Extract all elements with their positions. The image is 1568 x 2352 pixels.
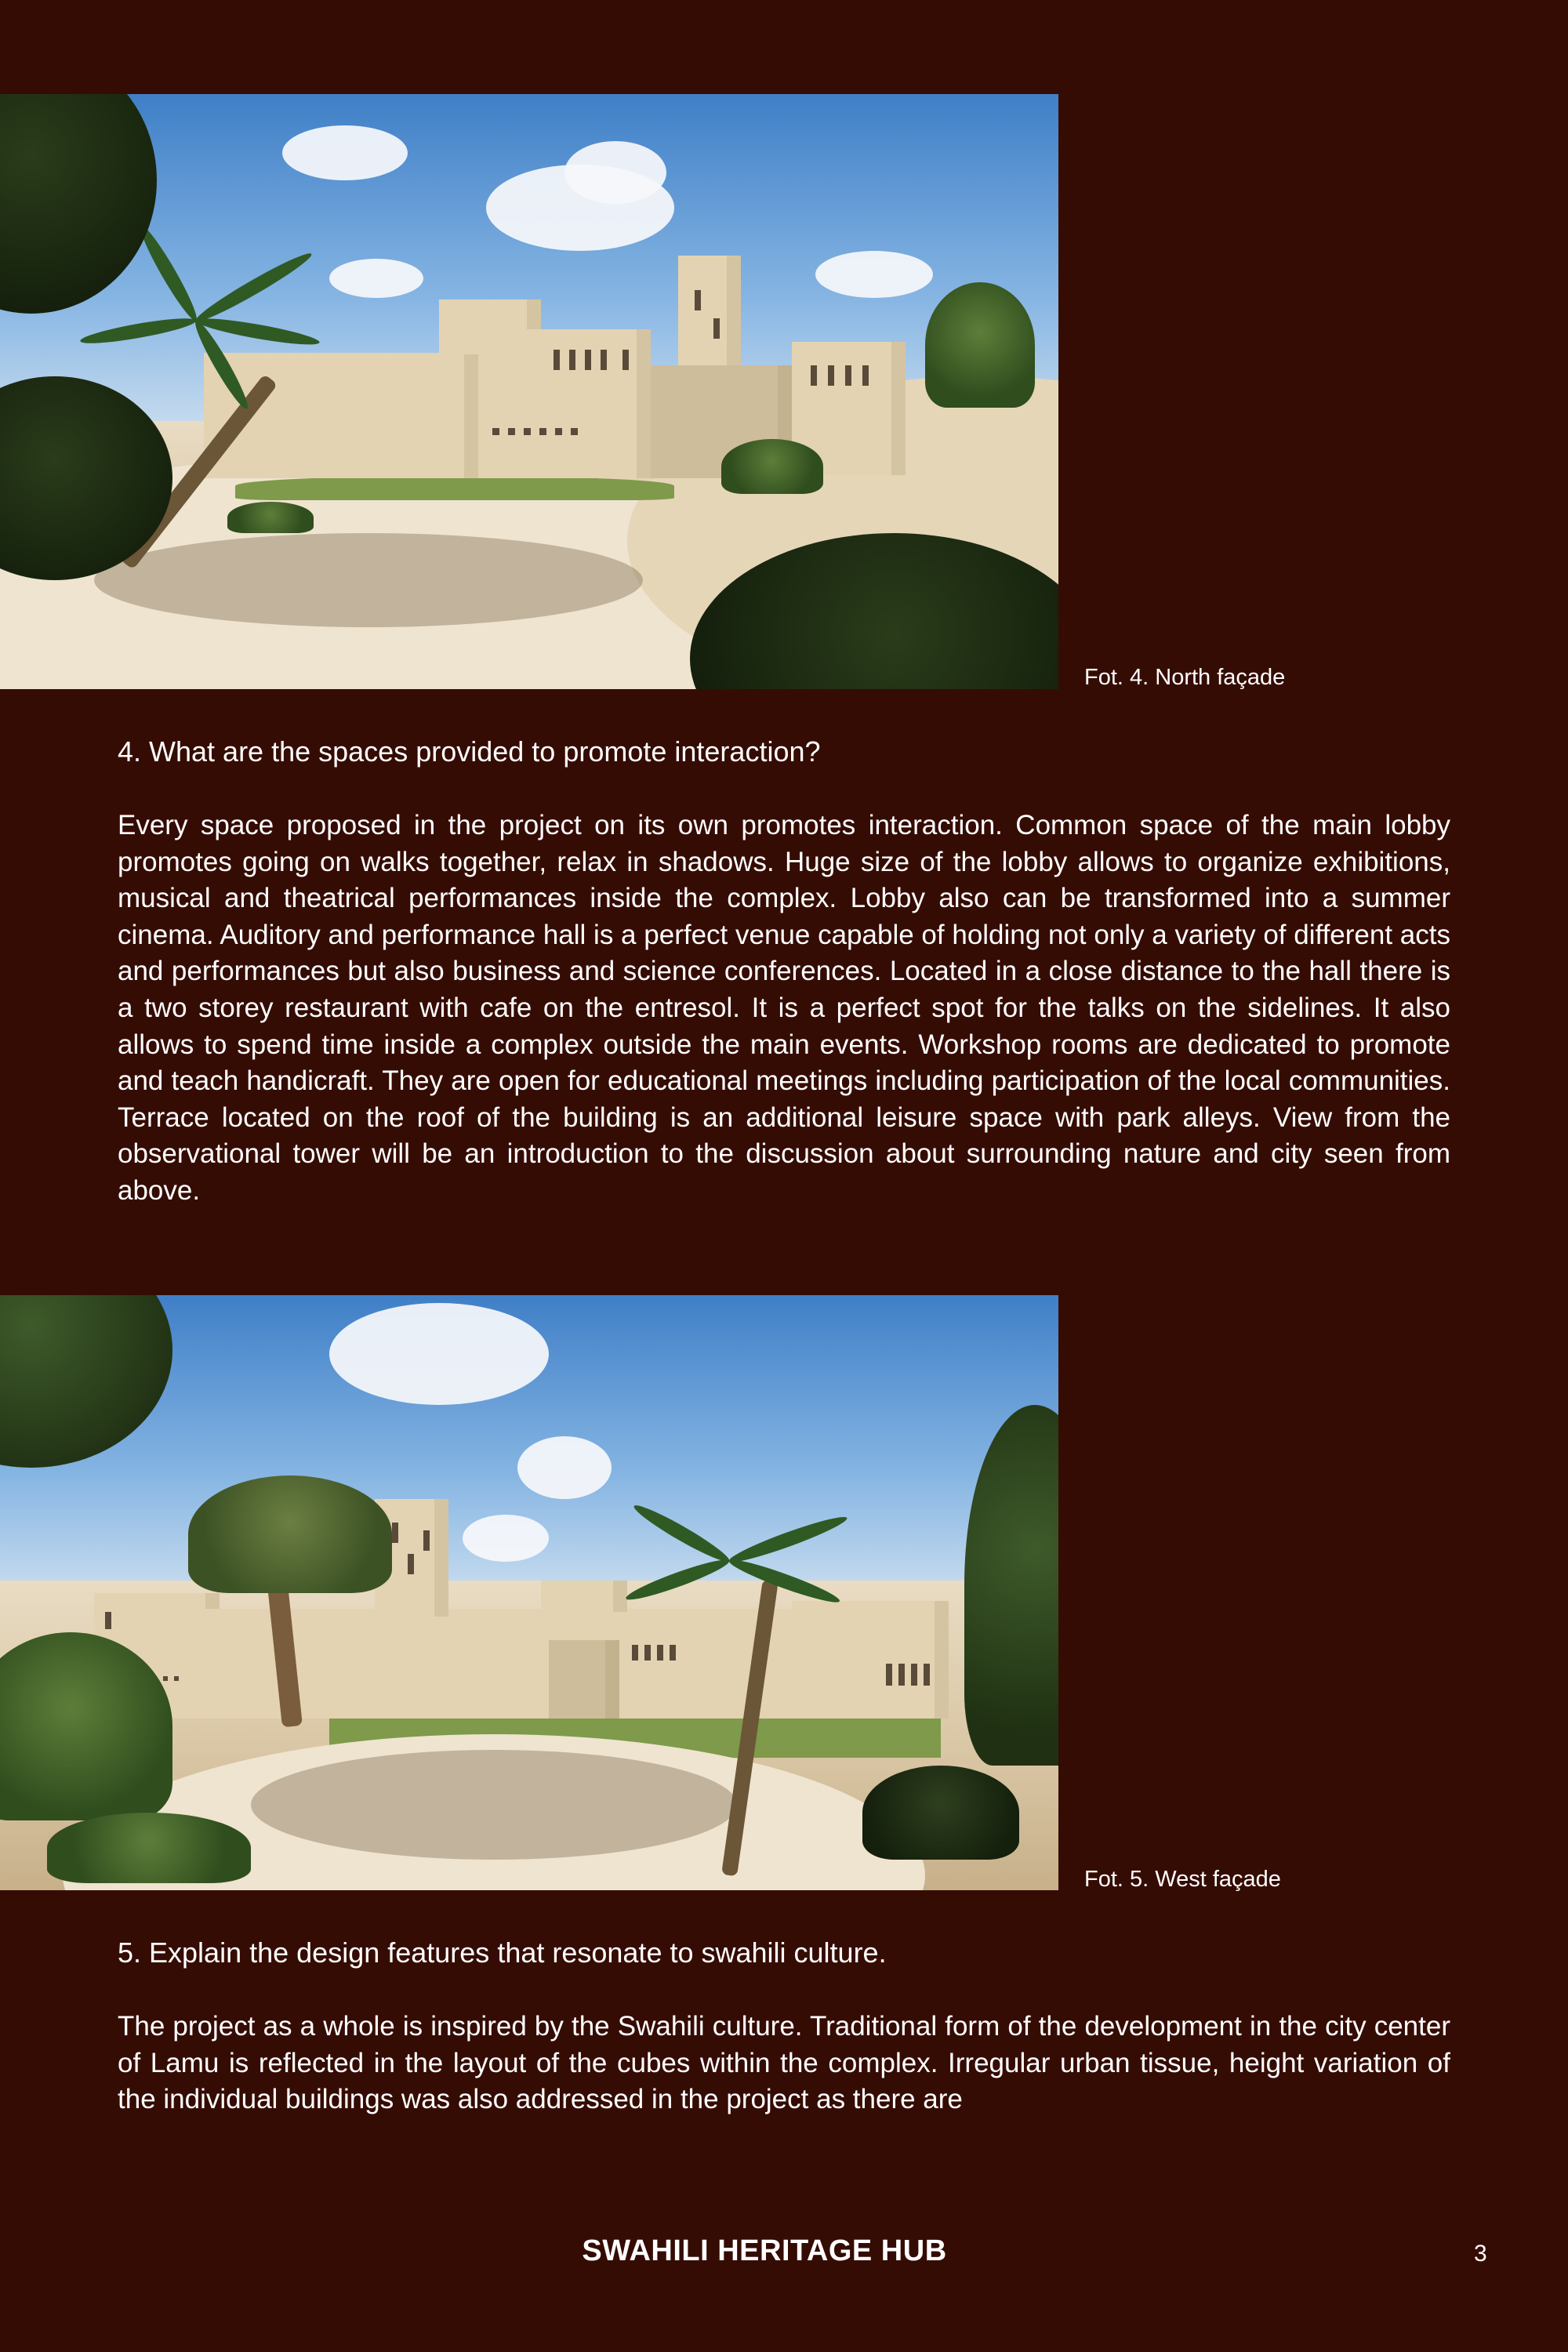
window <box>105 1612 111 1629</box>
tree-canopy <box>188 1475 392 1593</box>
building-block <box>549 1640 619 1719</box>
window <box>492 428 499 435</box>
cloud <box>564 141 666 204</box>
window <box>695 290 701 310</box>
figure-caption: Fot. 5. West façade <box>1084 1867 1281 1892</box>
window <box>644 1645 651 1661</box>
window <box>713 318 720 339</box>
page-number: 3 <box>1474 2241 1487 2267</box>
dune-shadow <box>251 1750 737 1860</box>
footer-title: SWAHILI HERITAGE HUB <box>582 2234 947 2267</box>
shrub <box>47 1813 251 1883</box>
window <box>811 365 817 386</box>
cloud <box>329 1303 549 1405</box>
dune-shadow <box>94 533 643 627</box>
window <box>911 1664 917 1686</box>
window <box>408 1554 414 1574</box>
window <box>508 428 515 435</box>
section-heading: 4. What are the spaces provided to promote interaction? <box>118 735 821 768</box>
window <box>571 428 578 435</box>
window <box>622 350 629 370</box>
west-facade-render <box>0 1295 1058 1890</box>
window <box>585 350 591 370</box>
window <box>163 1676 168 1681</box>
window <box>554 350 560 370</box>
window <box>886 1664 892 1686</box>
section-heading: 5. Explain the design features that resonate to swahili culture. <box>118 1936 887 1969</box>
building-block <box>792 1601 949 1719</box>
window <box>632 1645 638 1661</box>
window <box>862 365 869 386</box>
section-body: The project as a whole is inspired by the Swahili culture. Traditional form of the development in the city center of Lamu is reflected in the layout of the cubes within the complex. Irregular urban tissue, height variation of the individual buildings was also addressed in the project as there are <box>118 2011 1450 2115</box>
shrub <box>862 1766 1019 1860</box>
window <box>555 428 562 435</box>
window <box>924 1664 930 1686</box>
building-block <box>541 1581 627 1612</box>
window <box>524 428 531 435</box>
lawn <box>235 477 674 500</box>
section-body: Every space proposed in the project on its own promotes interaction. Common space of the main lobby promotes going on walks together, relax in shadows. Huge size of the lobby allows to organize exhibitions, musical and theatrical performances inside the complex. Lobby also can be transformed into a summer cinema. Auditory and performance hall is a perfect venue capable of holding not only a variety of different acts and performances but also business and science conferences. Located in a close distance to the hall there is a two storey restaurant with cafe on the entresol. It is a perfect spot for the talks on the sidelines. It also allows to spend time inside a complex outside the main events. Workshop rooms are dedicated to promote and teach handicraft. They are open for educational meetings including participation of the local communities. Terrace located on the roof of the building is an additional leisure space with park alleys. View from the observational tower will be an introduction to the discussion about surrounding nature and city seen from above. <box>118 810 1450 1206</box>
window <box>569 350 575 370</box>
shrub <box>721 439 823 494</box>
window <box>657 1645 663 1661</box>
palm-bush <box>925 282 1035 408</box>
window <box>174 1676 179 1681</box>
window <box>423 1530 430 1551</box>
cloud <box>463 1515 549 1562</box>
window <box>670 1645 676 1661</box>
figure-caption: Fot. 4. North façade <box>1084 665 1286 690</box>
window <box>845 365 851 386</box>
shrub <box>227 502 314 533</box>
window <box>828 365 834 386</box>
north-facade-render <box>0 94 1058 689</box>
cloud <box>282 125 408 180</box>
window <box>539 428 546 435</box>
window <box>601 350 607 370</box>
cloud <box>517 1436 612 1499</box>
cloud <box>329 259 423 298</box>
window <box>392 1523 398 1543</box>
window <box>898 1664 905 1686</box>
cloud <box>815 251 933 298</box>
